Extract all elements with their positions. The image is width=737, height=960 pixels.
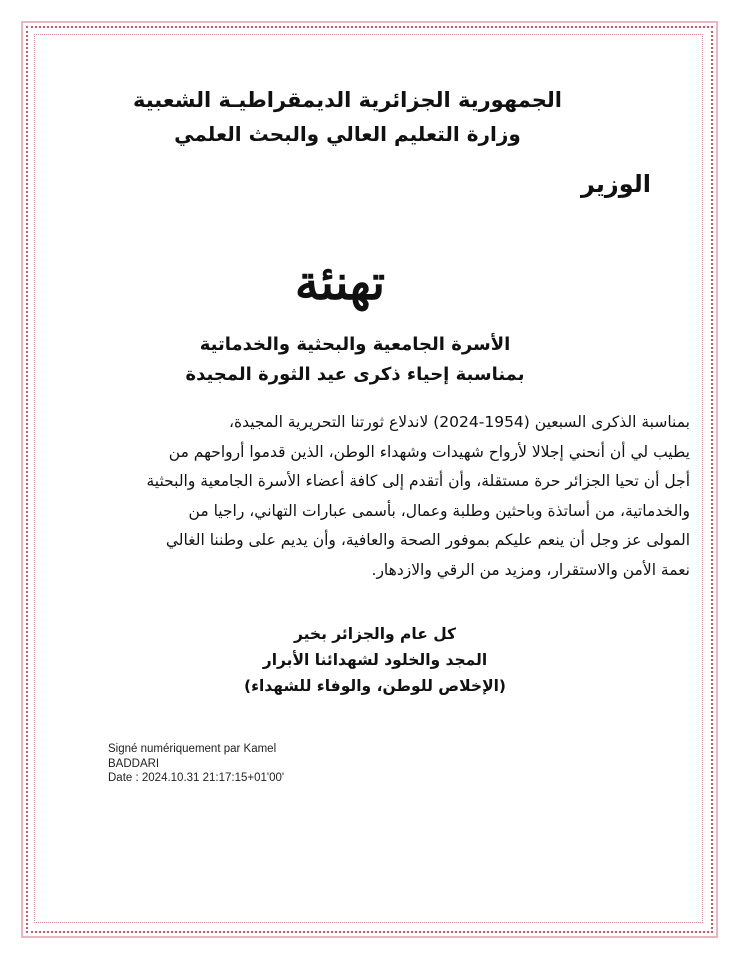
- subtitle-line-1: الأسرة الجامعية والبحثية والخدماتية: [199, 334, 511, 355]
- message-body: [90, 408, 690, 585]
- signature-line-1: Signé numériquement par Kamel: [108, 743, 277, 755]
- closing-line-3: (الإخلاص للوطن، والوفاء للشهداء): [243, 677, 507, 695]
- republic-title: الجمهورية الجزائرية الديمقراطيـة الشعبية: [132, 88, 563, 112]
- body-line: يطيب لي أن أنحني إجلالا لأرواح شهيدات وشهداء الوطن، الذين قدموا أرواحهم من: [168, 442, 690, 461]
- body-line: نعمة الأمن والاستقرار، ومزيد من الرقي والازدهار.: [371, 560, 690, 579]
- body-line: بمناسبة الذكرى السبعين (1954-2024) لاندلاع ثورتنا التحريرية المجيدة،: [228, 413, 690, 431]
- calligraphy-title: تهنئة: [294, 255, 386, 311]
- subtitle-line-2: بمناسبة إحياء ذكرى عيد الثورة المجيدة: [185, 364, 525, 385]
- body-line: والخدماتية، من أساتذة وباحثين وطلبة وعمال، بأسمى عبارات التهاني، راجيا من: [188, 501, 690, 520]
- body-line: أجل أن تحيا الجزائر حرة مستقلة، وأن أتقدم إلى كافة أعضاء الأسرة الجامعية والبحثية: [146, 472, 690, 490]
- minister-label: الوزير: [580, 170, 651, 198]
- digital-signature: [108, 742, 328, 786]
- body-line: المولى عز وجل أن ينعم عليكم بموفور الصحة والعافية، وأن يديم على وطننا الغالي: [165, 531, 690, 549]
- ministry-title: وزارة التعليم العالي والبحث العلمي: [174, 122, 521, 146]
- signature-line-2: BADDARI: [108, 757, 160, 770]
- closing-line-2: المجد والخلود لشهدائنا الأبرار: [262, 651, 488, 669]
- signature-date: Date : 2024.10.31 21:17:15+01'00': [108, 772, 285, 784]
- closing-line-1: كل عام والجزائر بخير: [293, 625, 457, 643]
